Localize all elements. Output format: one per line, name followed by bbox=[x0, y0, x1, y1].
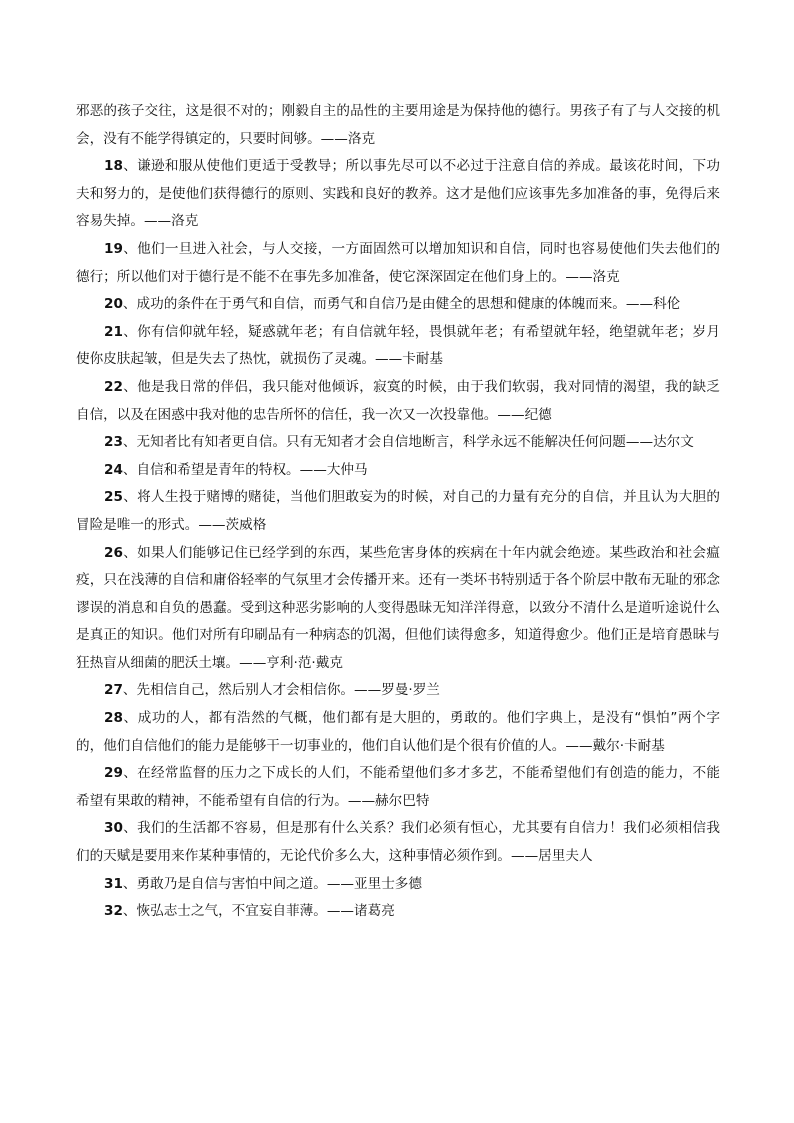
quote-number: 30 bbox=[104, 820, 123, 837]
quote-item bbox=[76, 677, 720, 705]
quote-number: 23 bbox=[104, 434, 123, 451]
quote-item bbox=[76, 898, 720, 926]
quote-item bbox=[76, 540, 720, 678]
quote-number: 32 bbox=[104, 903, 123, 920]
quote-item bbox=[76, 319, 720, 374]
quote-text: 、谦逊和服从使他们更适于受教导；所以事先尽可以不必过于注意自信的养成。最该花时间，下功夫和努力的，是使他们获得德行的原则、实践和良好的教养。这才是他们应该事先多加准备的事，免得后来容易失掉。——洛克 bbox=[76, 158, 720, 230]
quote-text: 、成功的条件在于勇气和自信，而勇气和自信乃是由健全的思想和健康的体魄而来。——科伦 bbox=[122, 296, 681, 313]
quote-item bbox=[76, 705, 720, 760]
quote-text: 、我们的生活都不容易，但是那有什么关系？我们必须有恒心，尤其要有自信力！我们必须相信我们的天赋是要用来作某种事情的，无论代价多么大，这种事情必须作到。——居里夫人 bbox=[76, 820, 720, 865]
quote-number: 19 bbox=[104, 240, 123, 257]
quote-item bbox=[76, 484, 720, 539]
quote-number: 25 bbox=[104, 489, 123, 506]
quote-number: 28 bbox=[104, 710, 123, 727]
quote-text: 、勇敢乃是自信与害怕中间之道。——亚里士多德 bbox=[122, 875, 422, 892]
quote-number: 26 bbox=[104, 544, 123, 561]
quote-text: 、在经常监督的压力之下成长的人们，不能希望他们多才多艺，不能希望他们有创造的能力，不能希望有果敢的精神，不能希望有自信的行为。——赫尔巴特 bbox=[76, 765, 720, 809]
quote-item bbox=[76, 236, 720, 291]
quote-item bbox=[76, 374, 720, 429]
quote-item bbox=[76, 153, 720, 236]
quote-number: 20 bbox=[104, 296, 123, 313]
quote-text: 、无知者比有知者更自信。只有无知者才会自信地断言，科学永远不能解决任何问题——达尔文 bbox=[122, 434, 694, 451]
quote-text: 、自信和希望是青年的特权。——大仲马 bbox=[122, 461, 368, 478]
quote-item bbox=[76, 815, 720, 870]
quote-item bbox=[76, 291, 720, 319]
quote-number: 24 bbox=[104, 461, 123, 478]
quote-number: 18 bbox=[104, 158, 123, 175]
quote-text: 、先相信自己，然后别人才会相信你。——罗曼·罗兰 bbox=[122, 682, 440, 699]
quote-list bbox=[76, 153, 720, 926]
quote-text: 、如果人们能够记住已经学到的东西，某些危害身体的疾病在十年内就会绝迹。某些政治和社会瘟疫，只在浅薄的自信和庸俗轻率的气氛里才会传播开来。还有一类坏书特别适于各个阶层中散布无耻的邪念谬误的消息和自负的愚蠢。受到这种恶劣影响的人变得愚昧无知洋洋得意，以致分不清什么是道听途说什么是真正的知识。他们对所有印刷品有一种病态的饥渴，但他们读得愈多，知道得愈少。他们正是培育愚昧与狂热盲从细菌的肥沃土壤。——亨利·范·戴克 bbox=[76, 544, 720, 671]
document-page bbox=[76, 98, 720, 926]
quote-number: 21 bbox=[104, 323, 123, 340]
quote-number: 22 bbox=[104, 378, 123, 395]
quote-number: 29 bbox=[104, 765, 123, 782]
quote-text: 、恢弘志士之气，不宜妄自菲薄。——诸葛亮 bbox=[122, 903, 395, 920]
quote-text: 、他是我日常的伴侣，我只能对他倾诉，寂寞的时候，由于我们软弱，我对同情的渴望，我的缺乏自信，以及在困惑中我对他的忠告所怀的信任，我一次又一次投靠他。——纪德 bbox=[76, 378, 720, 423]
quote-text: 、你有信仰就年轻，疑惑就年老；有自信就年轻，畏惧就年老；有希望就年轻，绝望就年老；岁月使你皮肤起皱，但是失去了热忱，就损伤了灵魂。——卡耐基 bbox=[76, 323, 720, 368]
quote-text: 、成功的人，都有浩然的气概，他们都有是大胆的，勇敢的。他们字典上，是没有“惧怕”两个字的，他们自信他们的能力是能够干一切事业的，他们自认他们是个很有价值的人。——戴尔·卡耐基 bbox=[76, 710, 720, 754]
quote-text: 、将人生投于赌博的赌徒，当他们胆敢妄为的时候，对自己的力量有充分的自信，并且认为大胆的冒险是唯一的形式。——茨威格 bbox=[76, 489, 720, 533]
quote-text: 、他们一旦进入社会，与人交接，一方面固然可以增加知识和自信，同时也容易使他们失去他们的德行；所以他们对于德行是不能不在事先多加准备，使它深深固定在他们身上的。——洛克 bbox=[76, 240, 720, 285]
quote-number: 27 bbox=[104, 682, 123, 699]
quote-item bbox=[76, 429, 720, 457]
quote-number: 31 bbox=[104, 875, 123, 892]
continuation-paragraph: 邪恶的孩子交往，这是很不对的；刚毅自主的品性的主要用途是为保持他的德行。男孩子有了与人交接的机会，没有不能学得镇定的，只要时间够。——洛克 bbox=[76, 103, 720, 147]
quote-item bbox=[76, 871, 720, 899]
quote-item bbox=[76, 760, 720, 815]
quote-item bbox=[76, 457, 720, 485]
